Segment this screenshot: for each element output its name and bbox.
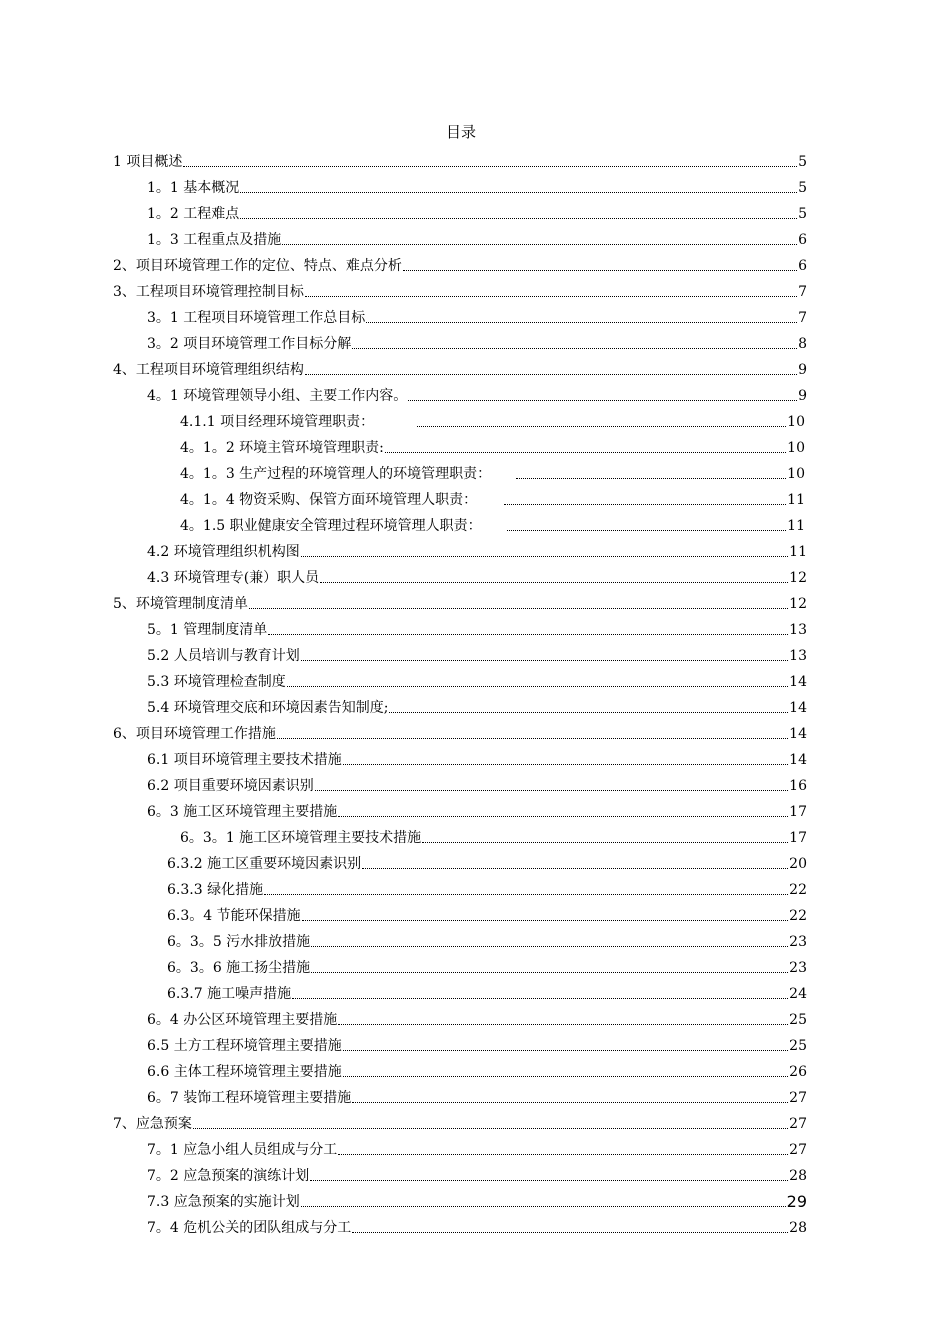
- toc-entry-label: 4。1 环境管理领导小组、主要工作内容。: [147, 388, 408, 404]
- toc-entry[interactable]: [147, 613, 807, 639]
- toc-entry-label: 1。3 工程重点及措施: [147, 232, 282, 248]
- dot-leader: [408, 387, 797, 405]
- dot-leader: [343, 751, 788, 769]
- toc-entry[interactable]: [113, 249, 807, 275]
- toc-entry-page-number: 11: [787, 492, 805, 508]
- toc-entry-label: 5.3 环境管理检查制度: [147, 674, 286, 690]
- toc-entry-page-number: 11: [787, 518, 805, 534]
- toc-entry-page-number: 20: [789, 856, 807, 872]
- toc-entry-label: 6、项目环境管理工作措施: [113, 726, 276, 742]
- dot-leader: [422, 829, 788, 847]
- dot-leader: [183, 153, 797, 171]
- toc-entry-page-number: 13: [789, 622, 807, 638]
- toc-entry-label: 4.2 环境管理组织机构图: [147, 544, 300, 560]
- toc-entry-page-number: 16: [789, 778, 807, 794]
- toc-entry-label: 6。4 办公区环境管理主要措施: [147, 1012, 338, 1028]
- toc-entry[interactable]: [180, 431, 805, 457]
- dot-leader: [249, 595, 788, 613]
- dot-leader: [301, 1193, 786, 1211]
- toc-entry-label: 3。1 工程项目环境管理工作总目标: [147, 310, 366, 326]
- toc-entry-page-number: 23: [789, 960, 807, 976]
- toc-entry-page-number: 14: [789, 700, 807, 716]
- dot-leader: [320, 569, 788, 587]
- toc-entry-page-number: 14: [789, 674, 807, 690]
- toc-entry-label: 6.3。4 节能环保措施: [167, 908, 301, 924]
- dot-leader: [302, 907, 789, 925]
- toc-entry-page-number: 27: [789, 1090, 807, 1106]
- toc-entry-page-number: 6: [798, 232, 807, 248]
- toc-entry[interactable]: [147, 1133, 807, 1159]
- toc-entry[interactable]: [167, 977, 807, 1003]
- toc-entry-page-number: 22: [789, 908, 807, 924]
- dot-leader: [240, 179, 797, 197]
- dot-leader: [389, 699, 788, 717]
- toc-entry-page-number: 28: [789, 1168, 807, 1184]
- toc-entry-page-number: 11: [789, 544, 807, 560]
- toc-entry[interactable]: [147, 1211, 807, 1237]
- toc-entry-page-number: 27: [789, 1116, 807, 1132]
- toc-entry-label: 3、工程项目环境管理控制目标: [113, 284, 304, 300]
- toc-entry-label: 1。2 工程难点: [147, 206, 240, 222]
- toc-entry-label: 4。1。3 生产过程的环境管理人的环境管理职责：: [180, 466, 492, 482]
- toc-entry[interactable]: [180, 405, 805, 431]
- toc-entry[interactable]: [147, 561, 807, 587]
- dot-leader: [352, 335, 797, 353]
- toc-entry-label: 6.1 项目环境管理主要技术措施: [147, 752, 342, 768]
- toc-entry-label: 5。1 管理制度清单: [147, 622, 268, 638]
- toc-entry-page-number: 6: [798, 258, 807, 274]
- dot-leader: [282, 231, 797, 249]
- toc-entry[interactable]: [167, 847, 807, 873]
- toc-entry-page-number: 13: [789, 648, 807, 664]
- toc-entry-page-number: 26: [789, 1064, 807, 1080]
- toc-entry[interactable]: [147, 691, 807, 717]
- toc-entry-label: 4。1。2 环境主管环境管理职责:: [180, 440, 384, 456]
- toc-entry[interactable]: [147, 743, 807, 769]
- toc-entry-label: 5、环境管理制度清单: [113, 596, 248, 612]
- toc-entry[interactable]: [147, 639, 807, 665]
- dot-leader: [301, 543, 788, 561]
- toc-entry-page-number: 12: [789, 596, 807, 612]
- toc-entry-page-number: 27: [789, 1142, 807, 1158]
- toc-entry-page-number: 7: [798, 284, 807, 300]
- toc-entry-page-number: 17: [789, 830, 807, 846]
- toc-entry[interactable]: [167, 873, 807, 899]
- toc-entry[interactable]: [147, 171, 807, 197]
- toc-entry-label: 7、应急预案: [113, 1116, 192, 1132]
- toc-entry[interactable]: [180, 457, 805, 483]
- toc-entry[interactable]: [167, 951, 807, 977]
- dot-leader: [268, 621, 788, 639]
- toc-entry-label: 6.2 项目重要环境因素识别: [147, 778, 314, 794]
- toc-entry[interactable]: [113, 275, 807, 301]
- toc-entry[interactable]: [147, 379, 807, 405]
- toc-entry-label: 5.2 人员培训与教育计划: [147, 648, 300, 664]
- toc-entry[interactable]: [113, 717, 807, 743]
- toc-entry-page-number: 23: [789, 934, 807, 950]
- toc-entry-label: 6.3.7 施工噪声措施: [167, 986, 292, 1002]
- toc-entry-page-number: 5: [798, 206, 807, 222]
- dot-leader: [343, 1063, 788, 1081]
- toc-title: 目录: [445, 123, 476, 141]
- toc-entry-label: 7。1 应急小组人员组成与分工: [147, 1142, 338, 1158]
- toc-entry-label: 6。3。6 施工扬尘措施: [167, 960, 311, 976]
- toc-entry-page-number: 25: [789, 1038, 807, 1054]
- toc-entry-label: 5.4 环境管理交底和环境因素告知制度;: [147, 700, 389, 716]
- toc-entry-page-number: 17: [789, 804, 807, 820]
- toc-entry-label: 6。3。5 污水排放措施: [167, 934, 311, 950]
- toc-entry-label: 4.1.1 项目经理环境管理职责：: [180, 414, 375, 430]
- toc-entry-label: 6.3.3 绿化措施: [167, 882, 264, 898]
- dot-leader: [507, 517, 787, 535]
- toc-entry-page-number: 14: [789, 726, 807, 742]
- dot-leader: [343, 1037, 788, 1055]
- toc-entry-page-number: 5: [798, 180, 807, 196]
- toc-entry-label: 6。7 装饰工程环境管理主要措施: [147, 1090, 352, 1106]
- toc-entry[interactable]: [167, 899, 807, 925]
- dot-leader: [305, 283, 797, 301]
- dot-leader: [385, 439, 786, 457]
- toc-entry[interactable]: [147, 301, 807, 327]
- toc-entry-page-number: 12: [789, 570, 807, 586]
- toc-entry[interactable]: [147, 1185, 807, 1211]
- toc-entry-label: 7。2 应急预案的演练计划: [147, 1168, 310, 1184]
- dot-leader: [403, 257, 797, 275]
- toc-entry-page-number: 8: [798, 336, 807, 352]
- dot-leader: [516, 465, 786, 483]
- dot-leader: [352, 1089, 788, 1107]
- dot-leader: [292, 985, 788, 1003]
- dot-leader: [240, 205, 797, 223]
- dot-leader: [366, 309, 797, 327]
- toc-entry-label: 6。3 施工区环境管理主要措施: [147, 804, 338, 820]
- toc-entry-page-number: 10: [787, 414, 805, 430]
- dot-leader: [338, 1141, 788, 1159]
- toc-entry-label: 6.6 主体工程环境管理主要措施: [147, 1064, 342, 1080]
- dot-leader: [305, 361, 797, 379]
- toc-entry-label: 2、项目环境管理工作的定位、特点、难点分析: [113, 258, 402, 274]
- dot-leader: [338, 1011, 788, 1029]
- toc-entry[interactable]: [147, 1055, 807, 1081]
- toc-entry-label: 4、工程项目环境管理组织结构: [113, 362, 304, 378]
- toc-entry-page-number: 10: [787, 440, 805, 456]
- toc-entry-page-number: 7: [798, 310, 807, 326]
- dot-leader: [193, 1115, 788, 1133]
- toc-entry-page-number: 14: [789, 752, 807, 768]
- toc-entry-label: 6.5 土方工程环境管理主要措施: [147, 1038, 342, 1054]
- toc-entry-label: 1 项目概述: [113, 154, 183, 170]
- toc-entry-page-number: 29: [786, 1192, 807, 1211]
- toc-entry[interactable]: [147, 1003, 807, 1029]
- toc-entry-page-number: 28: [789, 1220, 807, 1236]
- dot-leader: [277, 725, 788, 743]
- toc-entry-page-number: 22: [789, 882, 807, 898]
- dot-leader: [287, 673, 788, 691]
- toc-entry[interactable]: [147, 795, 807, 821]
- dot-leader: [311, 933, 788, 951]
- toc-entry-page-number: 25: [789, 1012, 807, 1028]
- toc-entry-label: 1。1 基本概况: [147, 180, 240, 196]
- toc-entry-label: 3。2 项目环境管理工作目标分解: [147, 336, 352, 352]
- toc-entry[interactable]: [180, 483, 805, 509]
- dot-leader: [338, 803, 788, 821]
- toc-entry-label: 6。3。1 施工区环境管理主要技术措施: [180, 830, 422, 846]
- toc-entry-label: 4。1。4 物资采购、保管方面环境管理人职责：: [180, 492, 478, 508]
- dot-leader: [362, 855, 788, 873]
- toc-entry[interactable]: [147, 535, 807, 561]
- toc-entry[interactable]: [113, 587, 807, 613]
- dot-leader: [352, 1219, 788, 1237]
- toc-entry-label: 7.3 应急预案的实施计划: [147, 1194, 300, 1210]
- dot-leader: [315, 777, 788, 795]
- toc-entry[interactable]: [147, 769, 807, 795]
- toc-entry[interactable]: [147, 197, 807, 223]
- toc-entry-page-number: 10: [787, 466, 805, 482]
- dot-leader: [310, 1167, 788, 1185]
- dot-leader: [417, 413, 786, 431]
- dot-leader: [264, 881, 788, 899]
- toc-entry[interactable]: [167, 925, 807, 951]
- toc-entry-label: 6.3.2 施工区重要环境因素识别: [167, 856, 362, 872]
- toc-entry[interactable]: [180, 509, 805, 535]
- toc-entry-page-number: 9: [798, 362, 807, 378]
- toc-entry[interactable]: [180, 821, 807, 847]
- toc-entry-label: 7。4 危机公关的团队组成与分工: [147, 1220, 352, 1236]
- toc-entry[interactable]: [147, 1029, 807, 1055]
- toc-entry[interactable]: [147, 1159, 807, 1185]
- toc-entry-page-number: 24: [789, 986, 807, 1002]
- dot-leader: [504, 491, 786, 509]
- toc-entry-page-number: 9: [798, 388, 807, 404]
- toc-entry[interactable]: [113, 353, 807, 379]
- toc-entry-label: 4。1.5 职业健康安全管理过程环境管理人职责：: [180, 518, 482, 534]
- toc-entry-page-number: 5: [798, 154, 807, 170]
- dot-leader: [301, 647, 788, 665]
- toc-entry[interactable]: [113, 145, 807, 171]
- toc-entry[interactable]: [147, 223, 807, 249]
- toc-entry[interactable]: [147, 665, 807, 691]
- dot-leader: [311, 959, 788, 977]
- toc-entry[interactable]: [147, 1081, 807, 1107]
- toc-entry[interactable]: [147, 327, 807, 353]
- toc-entry[interactable]: [113, 1107, 807, 1133]
- toc-entry-label: 4.3 环境管理专(兼）职人员: [147, 570, 320, 586]
